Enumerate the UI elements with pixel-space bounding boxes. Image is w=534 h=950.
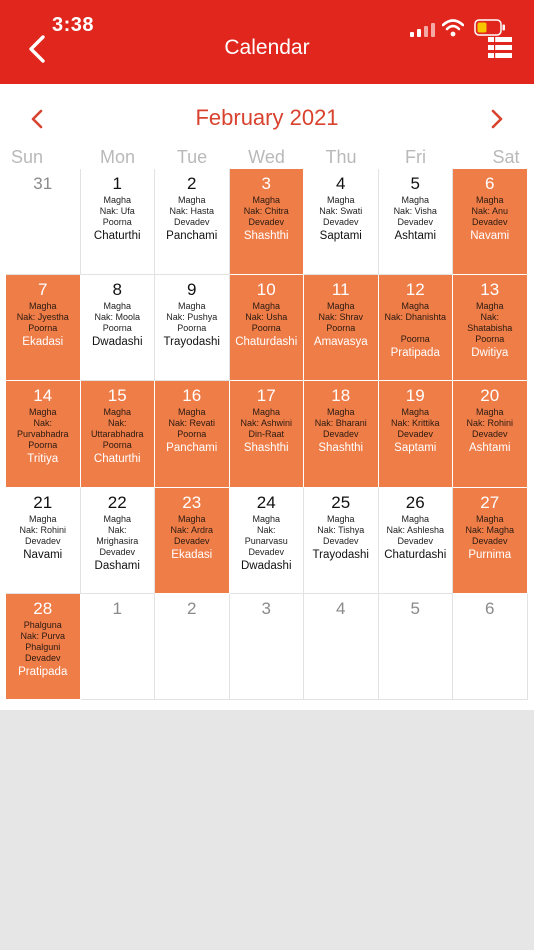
weekday-fri: Fri (405, 147, 426, 167)
day-tithi: Ashtami (468, 442, 511, 455)
day-number: 17 (256, 386, 276, 406)
day-cell[interactable] (6, 594, 81, 700)
day-number: 20 (480, 386, 500, 406)
day-number: 4 (336, 174, 346, 193)
day-number: 24 (256, 492, 276, 512)
day-panchang-info: Magha Nak: Usha Poorna (245, 301, 288, 334)
cellular-signal-icon (410, 23, 436, 37)
day-number: 15 (107, 386, 127, 406)
day-tithi: Trayodashi (312, 548, 369, 561)
day-number: 7 (38, 280, 48, 300)
day-number: 8 (112, 280, 122, 300)
day-cell[interactable] (453, 275, 528, 381)
day-cell[interactable] (453, 594, 528, 700)
day-cell[interactable] (6, 169, 81, 275)
day-panchang-info: Magha Nak: Ashwini Din-Raat (240, 407, 293, 440)
day-number: 31 (33, 174, 53, 193)
day-number: 22 (107, 492, 127, 512)
day-number: 26 (405, 492, 425, 512)
day-number: 13 (480, 280, 500, 300)
day-cell[interactable] (230, 381, 305, 487)
day-tithi: Dwadashi (241, 559, 292, 572)
day-cell[interactable] (304, 381, 379, 487)
day-panchang-info: Magha Nak: Mrighasira Devadev (96, 513, 139, 557)
day-tithi: Chaturthi (93, 230, 141, 242)
day-tithi: Panchami (166, 442, 218, 455)
day-tithi: Shashthi (243, 230, 289, 242)
day-number: 14 (33, 386, 53, 406)
day-cell[interactable] (155, 169, 230, 275)
day-number: 2 (187, 598, 197, 618)
day-number: 27 (480, 492, 500, 512)
day-cell[interactable] (155, 275, 230, 381)
day-panchang-info: Magha Nak: Uttarabhadra Poorna (90, 407, 144, 451)
day-panchang-info: Magha Nak: Shrav Poorna (318, 301, 364, 334)
day-tithi: Amavasya (313, 336, 368, 349)
status-time: 3:38 (52, 14, 95, 36)
day-number: 1 (112, 174, 122, 193)
day-cell[interactable] (155, 594, 230, 700)
battery-icon (474, 19, 506, 36)
day-tithi: Panchami (166, 230, 218, 242)
day-number: 3 (261, 598, 271, 618)
day-tithi: Saptami (394, 442, 437, 455)
day-tithi: Navami (470, 230, 510, 242)
day-number: 6 (485, 598, 495, 618)
day-cell[interactable] (155, 381, 230, 487)
day-number: 12 (405, 280, 425, 300)
weekday-tue: Tue (176, 147, 208, 167)
day-panchang-info: Magha Nak: Tishya Devadev (317, 513, 365, 546)
day-number: 16 (182, 386, 202, 406)
day-number: 19 (405, 386, 425, 406)
weekday-mon: Mon (99, 147, 135, 167)
weekday-thu: Thu (325, 147, 357, 167)
app-bar (0, 0, 534, 84)
day-number: 10 (256, 280, 276, 300)
day-panchang-info: Magha Nak: Dhanishta Poorna (384, 301, 447, 345)
day-tithi: Dwitiya (471, 347, 509, 360)
day-panchang-info: Magha Nak: Swati Devadev (319, 195, 363, 227)
day-cell[interactable] (230, 275, 305, 381)
weekday-sat: Sat (492, 147, 520, 167)
day-cell[interactable] (81, 275, 156, 381)
day-cell[interactable] (304, 594, 379, 700)
day-tithi: Shashthi (318, 442, 364, 455)
month-title: February 2021 (195, 105, 339, 130)
day-number: 2 (187, 174, 197, 193)
day-tithi: Shashthi (243, 442, 289, 455)
day-cell[interactable] (81, 381, 156, 487)
day-tithi: Ekadasi (171, 548, 213, 561)
weekday-sun: Sun (10, 147, 44, 167)
day-number: 6 (485, 174, 495, 193)
day-number: 5 (410, 598, 420, 618)
day-panchang-info: Magha Nak: Rohini Devadev (466, 407, 514, 440)
day-tithi: Saptami (319, 230, 362, 242)
day-tithi: Chaturdashi (384, 548, 447, 561)
day-panchang-info: Magha Nak: Purvabhadra Poorna (16, 407, 69, 451)
day-number: 4 (336, 598, 346, 618)
day-panchang-info: Magha Nak: Pushya Poorna (166, 301, 218, 334)
day-cell[interactable] (81, 594, 156, 700)
day-tithi: Dwadashi (92, 336, 143, 349)
day-tithi: Ekadasi (22, 336, 64, 349)
day-cell[interactable] (230, 488, 305, 594)
day-cell[interactable] (453, 488, 528, 594)
day-panchang-info: Phalguna Nak: Purva Phalguni Devadev (20, 619, 66, 663)
day-number: 28 (33, 598, 53, 618)
day-panchang-info: Magha Nak: Visha Devadev (393, 195, 437, 227)
page-title: Calendar (224, 36, 310, 59)
day-panchang-info: Magha Nak: Ardra Devadev (170, 513, 214, 546)
day-tithi: Chaturthi (93, 453, 141, 466)
day-cell[interactable] (453, 169, 528, 275)
day-cell[interactable] (81, 488, 156, 594)
day-tithi: Ashtami (394, 230, 437, 242)
day-cell[interactable] (379, 488, 454, 594)
day-tithi: Tritiya (27, 453, 59, 466)
day-cell[interactable] (379, 275, 454, 381)
day-panchang-info: Magha Nak: Chitra Devadev (243, 195, 289, 227)
day-panchang-info: Magha Nak: Bharani Devadev (314, 407, 367, 440)
day-cell[interactable] (6, 275, 81, 381)
list-menu-icon[interactable] (488, 37, 512, 59)
day-cell[interactable] (81, 169, 156, 275)
day-cell[interactable] (304, 169, 379, 275)
weekday-wed: Wed (248, 147, 285, 167)
day-tithi: Chaturdashi (235, 336, 298, 349)
day-panchang-info: Magha Nak: Krittika Devadev (390, 407, 440, 440)
day-panchang-info: Magha Nak: Ashlesha Devadev (386, 513, 445, 546)
chevron-right-icon (484, 106, 508, 132)
day-panchang-info: Magha Nak: Anu Devadev (471, 195, 509, 227)
day-cell[interactable] (6, 381, 81, 487)
day-panchang-info: Magha Nak: Magha Devadev (465, 513, 515, 546)
day-cell[interactable] (453, 381, 528, 487)
day-cell[interactable] (379, 594, 454, 700)
day-cell[interactable] (304, 275, 379, 381)
wifi-icon (442, 19, 464, 37)
day-panchang-info: Magha Nak: Punarvasu Devadev (244, 513, 288, 557)
day-panchang-info: Magha Nak: Hasta Devadev (169, 195, 215, 227)
day-number: 9 (187, 280, 197, 300)
day-number: 21 (33, 492, 53, 512)
day-number: 23 (182, 492, 202, 512)
day-number: 25 (331, 492, 351, 512)
weekday-header (0, 147, 534, 169)
day-cell[interactable] (230, 169, 305, 275)
day-cell[interactable] (379, 169, 454, 275)
day-panchang-info: Magha Nak: Revati Poorna (168, 407, 216, 440)
day-panchang-info: Magha Nak: Shatabisha Poorna (467, 301, 513, 345)
day-panchang-info: Magha Nak: Moola Poorna (94, 301, 141, 334)
day-number: 5 (410, 174, 420, 193)
day-panchang-info: Magha Nak: Rohini Devadev (19, 513, 67, 546)
day-number: 18 (331, 386, 351, 406)
day-cell[interactable] (230, 594, 305, 700)
day-number: 11 (331, 280, 350, 300)
day-tithi: Pratipada (18, 665, 68, 678)
calendar-panel (0, 84, 534, 710)
next-month-button[interactable] (484, 106, 508, 132)
day-cell[interactable] (155, 488, 230, 594)
day-cell[interactable] (304, 488, 379, 594)
day-number: 3 (261, 174, 271, 193)
day-cell[interactable] (6, 488, 81, 594)
day-tithi: Navami (23, 548, 63, 561)
calendar-grid (6, 169, 528, 700)
day-tithi: Purnima (468, 548, 512, 561)
day-tithi: Dashami (94, 559, 140, 572)
day-number: 1 (112, 598, 122, 618)
day-panchang-info: Magha Nak: Ufa Poorna (99, 195, 135, 227)
day-cell[interactable] (379, 381, 454, 487)
day-tithi: Trayodashi (163, 336, 220, 349)
day-tithi: Pratipada (390, 347, 440, 360)
day-panchang-info: Magha Nak: Jyestha Poorna (16, 301, 69, 334)
